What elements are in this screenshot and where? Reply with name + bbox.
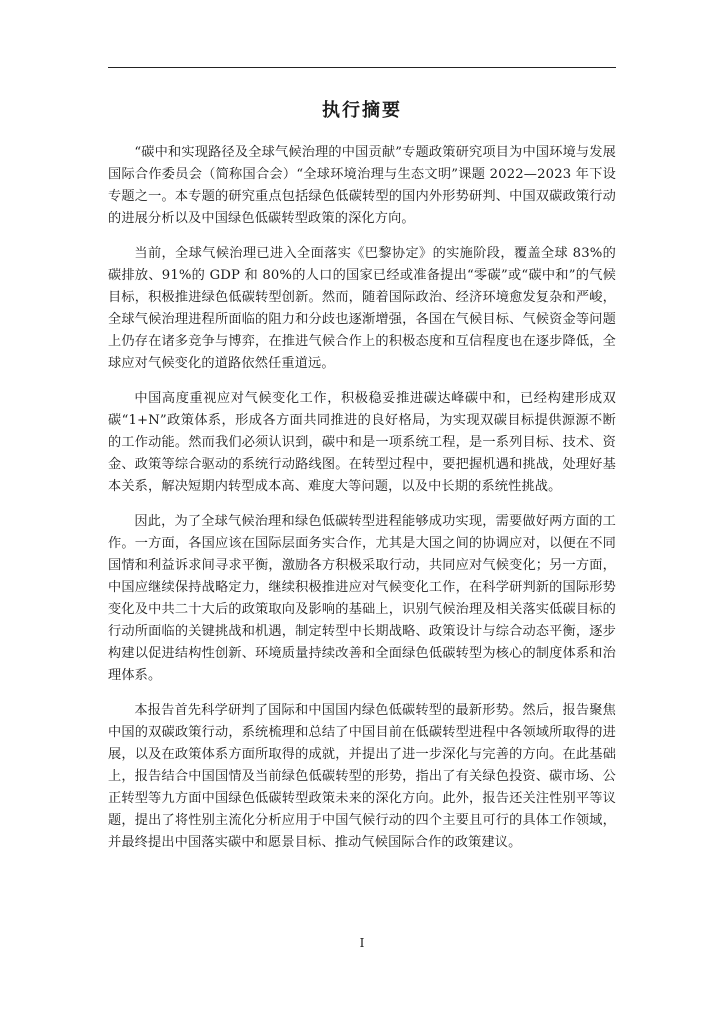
body-text	[108, 142, 616, 867]
paragraph-2: 当前，全球气候治理已进入全面落实《巴黎协定》的实施阶段，覆盖全球 83%的碳排放、91%的 GDP 和 80%的人口的国家已经或准备提出“零碳”或“碳中和”的气候目标，积极推进绿色低碳转型创新。然而，随着国际政治、经济环境愈发复杂和严峻，全球气候治理进程所面临的阻力和分歧也逐渐增强，各国在气候目标、气候资金等问题上仍存在诸多竞争与博弈，在推进气候合作上的积极态度和互信程度也在逐步降低，全球应对气候变化的道路依然任重道远。	[108, 246, 616, 371]
paragraph-1: “碳中和实现路径及全球气候治理的中国贡献”专题政策研究项目为中国环境与发展国际合作委员会（简称国合会）“全球环境治理与生态文明”课题 2022—2023 年下设专题之一。本专题的研究重点包括绿色低碳转型的国内外形势研判、中国双碳政策行动的进展分析以及中国绿色低碳转型政策的深化方向。	[108, 145, 616, 226]
page-number: I	[359, 936, 365, 950]
paragraph-4: 因此，为了全球气候治理和绿色低碳转型进程能够成功实现，需要做好两方面的工作。一方面，各国应该在国际层面务实合作，尤其是大国之间的协调应对，以便在不同国情和利益诉求间寻求平衡，激励各方积极采取行动，共同应对气候变化；另一方面，中国应继续保持战略定力，继续积极推进应对气候变化工作，在科学研判新的国际形势变化及中共二十大后的政策取向及影响的基础上，识别气候治理及相关落实低碳目标的行动所面临的关键挑战和机遇，制定转型中长期战略、政策设计与综合动态平衡，逐步构建以促进结构性创新、环境质量持续改善和全面绿色低碳转型为核心的制度体系和治理体系。	[108, 514, 616, 683]
page-title: 执行摘要	[322, 100, 402, 121]
header-rule	[108, 67, 616, 68]
paragraph-5: 本报告首先科学研判了国际和中国国内绿色低碳转型的最新形势。然后，报告聚焦中国的双碳政策行动，系统梳理和总结了中国目前在低碳转型进程中各领域所取得的进展，以及在政策体系方面所取得的成就，并提出了进一步深化与完善的方向。在此基础上，报告结合中国国情及当前绿色低碳转型的形势，指出了有关绿色投资、碳市场、公正转型等九方面中国绿色低碳转型政策未来的深化方向。此外，报告还关注性别平等议题，提出了将性别主流化分析应用于中国气候行动的四个主要且可行的具体工作领域，并最终提出中国落实碳中和愿景目标、推动气候国际合作的政策建议。	[108, 703, 616, 850]
paragraph-3: 中国高度重视应对气候变化工作，积极稳妥推进碳达峰碳中和，已经构建形成双碳“1+N”政策体系，形成各方面共同推进的良好格局，为实现双碳目标提供源源不断的工作动能。然而我们必须认识到，碳中和是一项系统工程，是一系列目标、技术、资金、政策等综合驱动的系统行动路线图。在转型过程中，要把握机遇和挑战，处理好基本关系，解决短期内转型成本高、难度大等问题，以及中长期的系统性挑战。	[108, 391, 616, 494]
